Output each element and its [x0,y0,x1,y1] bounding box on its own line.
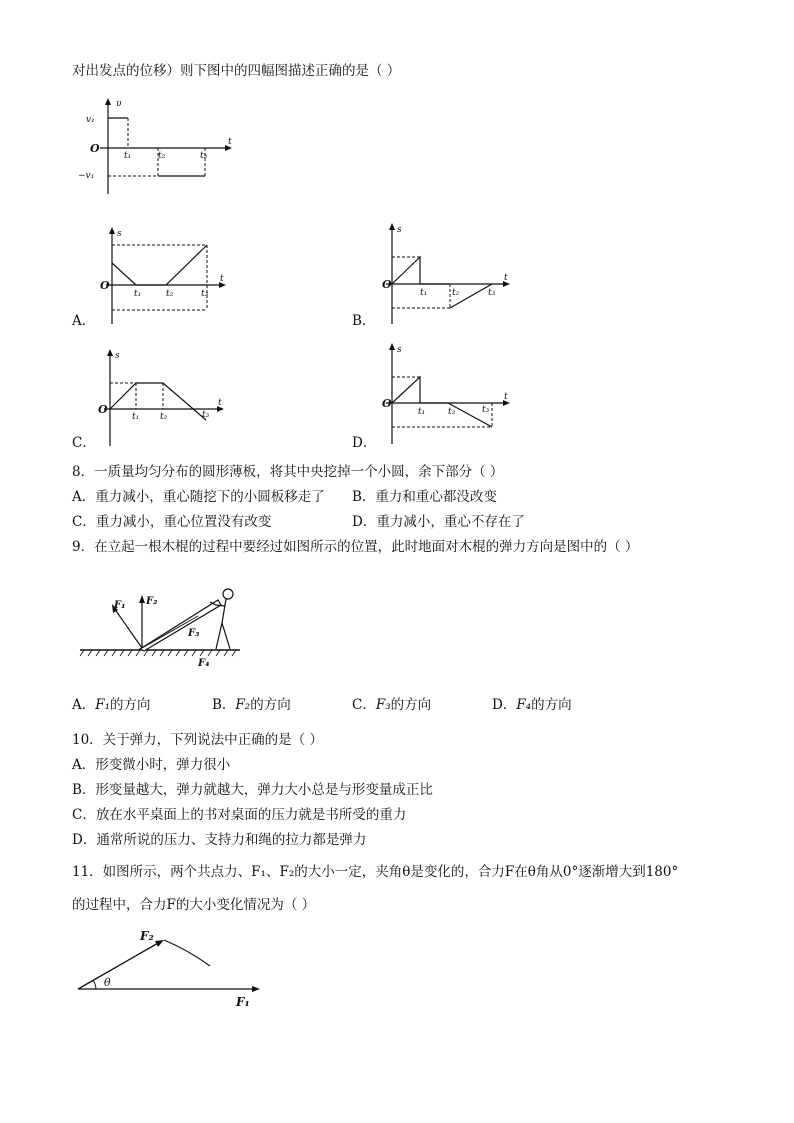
q9-option-a-force: F₁ [95,697,111,713]
q7-vt-origin: O [90,142,100,155]
q7-graph-a [96,226,236,326]
q10-option-c[interactable]: C．放在水平桌面上的书对桌面的压力就是书所受的重力 [72,807,407,823]
q9-stem: 9．在立起一根木棍的过程中要经过如图所示的位置，此时地面对木棍的弹力方向是图中的（ ） [72,539,639,555]
q7-c-origin: O [98,403,108,416]
q7-vt-v1: v₁ [86,115,95,125]
q9-option-c-force: F₃ [375,697,391,713]
q9-option-c-suffix: 的方向 [390,697,432,713]
q7-d-t1: t₁ [418,407,426,417]
q7-vt-t3: t₃ [200,151,208,161]
q7-vt-neg-v1: −v₁ [78,171,95,181]
q7-b-origin: O [382,278,392,291]
q7-b-t2: t₂ [452,288,460,298]
q9-label-f3: F₃ [188,628,200,639]
q7-vt-axis-t: t [228,137,232,147]
q8-option-a[interactable]: A．重力减小，重心随挖下的小圆板移走了 [72,489,325,505]
q11-label-f2: F₂ [140,929,154,943]
q9-option-a[interactable] [72,696,151,714]
q9-option-d-letter: D． [492,697,517,713]
q7-c-axis-s: s [115,351,120,361]
q7-a-t1: t₁ [134,289,142,299]
q7-a-axis-s: s [117,229,122,239]
q9-label-f2: F₂ [146,596,158,607]
q11-label-f1: F₁ [236,995,250,1009]
q8-option-c[interactable]: C．重力减小，重心位置没有改变 [72,514,272,530]
q7-b-axis-t: t [504,273,508,283]
q10-stem: 10．关于弹力，下列说法中正确的是（ ） [72,732,323,748]
q7-c-axis-t: t [218,398,222,408]
q7-d-axis-t: t [504,392,508,402]
q7-a-t2: t₂ [166,289,174,299]
q11-label-theta: θ [104,976,111,989]
q7-option-b-label[interactable]: B． [352,313,376,329]
q9-label-f1: F₁ [114,600,126,611]
q9-option-b[interactable] [212,696,291,714]
q7-a-t3: t₃ [201,289,209,299]
q8-option-d[interactable]: D．重力减小，重心不存在了 [352,514,525,530]
q9-option-d-force: F₄ [516,697,532,713]
q9-option-b-force: F₂ [235,697,251,713]
q7-b-t1: t₁ [420,288,428,298]
q9-figure [80,578,250,668]
q8-stem: 8．一质量均匀分布的圆形薄板，将其中央挖掉一个小圆，余下部分（ ） [72,464,504,480]
q11-stem-line2: 的过程中，合力F的大小变化情况为（ ） [72,897,316,913]
q7-vt-axis-v: υ [116,99,122,109]
q7-c-t3: t₃ [202,410,210,420]
q7-d-t2: t₂ [448,407,456,417]
q7-option-a-label[interactable]: A． [72,313,96,329]
q11-stem-line1: 11．如图所示，两个共点力、F₁、F₂的大小一定，夹角θ是变化的，合力F在θ角从0°逐渐增大到180° [72,864,679,880]
q7-d-origin: O [382,397,392,410]
q7-option-c-label[interactable]: C． [72,435,96,451]
q9-label-f4: F₄ [198,658,210,669]
q7-option-d-label[interactable]: D． [352,435,377,451]
q7-c-t2: t₂ [160,412,168,422]
q9-option-b-suffix: 的方向 [250,697,291,713]
q7-d-t3: t₃ [482,405,490,415]
q9-option-d[interactable] [492,696,572,714]
q9-option-c-letter: C． [352,697,376,713]
q9-option-d-suffix: 的方向 [531,697,572,713]
q7-b-t3: t₃ [488,288,496,298]
q9-option-c[interactable] [352,696,431,714]
q10-option-a[interactable]: A．形变微小时，弹力很小 [72,757,231,773]
q7-b-axis-s: s [397,225,402,235]
q10-option-b[interactable]: B．形变量越大，弹力就越大，弹力大小总是与形变量成正比 [72,782,433,798]
q7-graph-d [380,342,520,446]
q7-vt-graph [78,96,248,196]
q8-option-b[interactable]: B．重力和重心都没改变 [352,489,497,505]
q10-option-d[interactable]: D．通常所说的压力、支持力和绳的拉力都是弹力 [72,832,367,848]
q7-vt-t2: t₂ [158,151,166,161]
q7-graph-c [96,348,236,448]
q9-option-b-letter: B． [212,697,236,713]
q7-graph-b [380,222,520,326]
q7-a-origin: O [100,279,110,292]
q11-figure [78,920,278,1010]
q7-a-axis-t: t [220,274,224,284]
q7-stem-tail: 对出发点的位移）则下图中的四幅图描述正确的是（ ） [72,63,401,79]
q9-option-a-letter: A． [72,697,96,713]
q7-d-axis-s: s [397,345,402,355]
q9-option-a-suffix: 的方向 [110,697,151,713]
q7-vt-t1: t₁ [124,151,132,161]
q7-c-t1: t₁ [132,412,140,422]
